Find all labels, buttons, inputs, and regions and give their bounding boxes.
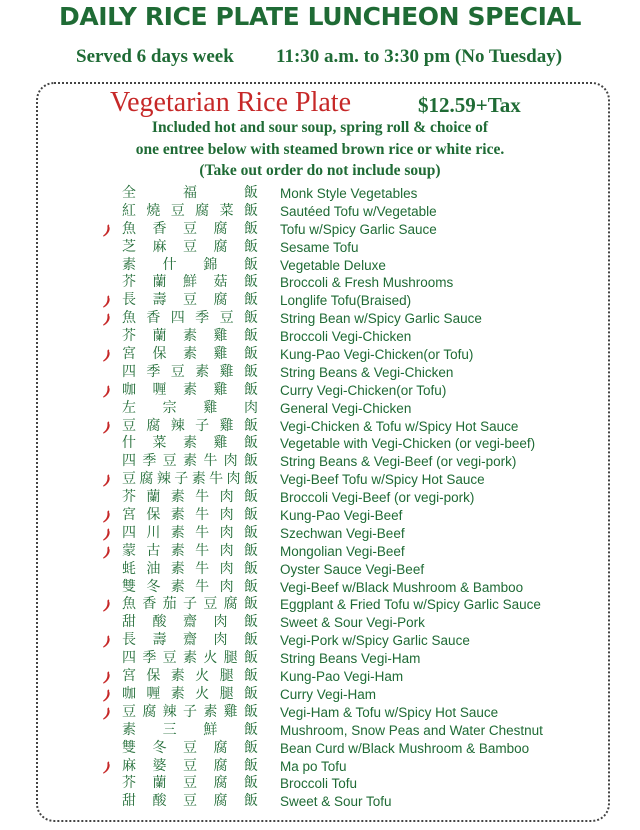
menu-item-english: Vegi-Beef Tofu w/Spicy Hot Sauce — [280, 472, 485, 488]
menu-item — [100, 740, 600, 758]
menu-item — [100, 274, 600, 292]
menu-item-chinese: 咖 喱 素 火 腿 飯 — [122, 685, 258, 702]
menu-item-chinese: 魚 香 豆 腐 飯 — [122, 220, 258, 237]
menu-item-chinese: 左 宗 雞 肉 — [122, 399, 258, 416]
menu-item — [100, 596, 600, 614]
menu-item-chinese: 宮 保 素 火 腿 飯 — [122, 668, 258, 685]
page-title: DAILY RICE PLATE LUNCHEON SPECIAL — [58, 2, 582, 31]
chili-pepper-icon — [100, 528, 112, 541]
menu-item-english: Sweet & Sour Tofu — [280, 794, 392, 810]
menu-item-english: Szechwan Vegi-Beef — [280, 525, 405, 541]
chili-pepper-icon — [100, 474, 112, 487]
menu-item-chinese: 魚 香 茄 子 豆 腐 飯 — [122, 596, 258, 613]
menu-item-english: Vegi-Ham & Tofu w/Spicy Hot Sauce — [280, 704, 499, 720]
menu-item-chinese: 豆 腐 辣 子 素 牛 肉 飯 — [122, 471, 258, 488]
menu-item-chinese: 蒙 古 素 牛 肉 飯 — [122, 542, 258, 559]
menu-item-chinese: 咖 喱 素 雞 飯 — [122, 381, 258, 398]
menu-item — [100, 704, 600, 722]
menu-item-english: String Beans & Vegi-Chicken — [280, 364, 454, 380]
menu-item — [100, 489, 600, 507]
menu-item-chinese: 宮 保 素 雞 飯 — [122, 346, 258, 363]
menu-item-english: Vegetable Deluxe — [280, 257, 386, 273]
menu-item — [100, 203, 600, 221]
menu-item-chinese: 素 什 錦 飯 — [122, 256, 258, 273]
menu-item-chinese: 麻 婆 豆 腐 飯 — [122, 757, 258, 774]
chili-pepper-icon — [100, 313, 112, 326]
menu-item-chinese: 豆 腐 辣 子 雞 飯 — [122, 417, 258, 434]
menu-item — [100, 775, 600, 793]
chili-pepper-icon — [100, 599, 112, 612]
menu-item — [100, 686, 600, 704]
menu-item — [100, 614, 600, 632]
chili-pepper-icon — [100, 546, 112, 559]
menu-item — [100, 382, 600, 400]
menu-item-chinese: 芥 蘭 素 牛 肉 飯 — [122, 489, 258, 506]
menu-item-english: Kung-Pao Vegi-Chicken(or Tofu) — [280, 347, 474, 363]
chili-pepper-icon — [100, 761, 112, 774]
menu-item-english: Longlife Tofu(Braised) — [280, 293, 412, 309]
menu-item-chinese: 四 季 豆 素 牛 肉 飯 — [122, 453, 258, 470]
menu-item-english: Mushroom, Snow Peas and Water Chestnut — [280, 722, 543, 738]
menu-item-chinese: 甜 酸 齋 肉 飯 — [122, 614, 258, 631]
chili-pepper-icon — [100, 421, 112, 434]
served-days: Served 6 days week — [76, 46, 234, 67]
served-hours: 11:30 a.m. to 3:30 pm (No Tuesday) — [276, 46, 563, 67]
menu-item — [100, 525, 600, 543]
menu-item — [100, 758, 600, 776]
chili-pepper-icon — [100, 635, 112, 648]
menu-item — [100, 418, 600, 436]
menu-item-english: String Beans & Vegi-Beef (or vegi-pork) — [280, 454, 517, 470]
menu-item-english: Vegi-Pork w/Spicy Garlic Sauce — [280, 633, 470, 649]
menu-item-english: Vegetable with Vegi-Chicken (or vegi-beef) — [280, 436, 536, 452]
chili-pepper-icon — [100, 510, 112, 523]
takeout-note: (Take out order do not include soup) — [199, 162, 441, 179]
menu-item-english: General Vegi-Chicken — [280, 400, 412, 416]
menu-item-chinese: 芥 蘭 素 雞 飯 — [122, 328, 258, 345]
menu-item — [100, 543, 600, 561]
menu-item-english: Curry Vegi-Chicken(or Tofu) — [280, 382, 447, 398]
menu-item — [100, 453, 600, 471]
menu-item — [100, 400, 600, 418]
menu-item-english: Bean Curd w/Black Mushroom & Bamboo — [280, 740, 530, 756]
chili-pepper-icon — [100, 349, 112, 362]
menu-item-chinese: 芥 蘭 豆 腐 飯 — [122, 775, 258, 792]
menu-item — [100, 185, 600, 203]
menu-item-chinese: 長 壽 齋 肉 飯 — [122, 632, 258, 649]
menu-item-chinese: 什 菜 素 雞 飯 — [122, 435, 258, 452]
chili-pepper-icon — [100, 689, 112, 702]
entree-list — [100, 185, 600, 811]
chili-pepper-icon — [100, 707, 112, 720]
menu-item-english: Monk Style Vegetables — [280, 186, 418, 201]
menu-item — [100, 364, 600, 382]
menu-item-english: Broccoli Vegi-Beef (or vegi-pork) — [280, 490, 475, 506]
menu-item — [100, 579, 600, 597]
menu-item-chinese: 豆 腐 辣 子 素 雞 飯 — [122, 703, 258, 720]
plate-name: Vegetarian Rice Plate — [110, 87, 352, 118]
menu-item-english: Curry Vegi-Ham — [280, 686, 377, 702]
menu-item — [100, 221, 600, 239]
menu-item-chinese: 芝 麻 豆 腐 飯 — [122, 238, 258, 255]
menu-item — [100, 435, 600, 453]
menu-item — [100, 632, 600, 650]
menu-item-english: String Beans Vegi-Ham — [280, 651, 421, 667]
menu-item — [100, 650, 600, 668]
menu-item — [100, 257, 600, 275]
menu-item-chinese: 四 季 豆 素 火 腿 飯 — [122, 650, 258, 667]
menu-item-english: Sautéed Tofu w/Vegetable — [280, 203, 437, 219]
menu-item-chinese: 芥 蘭 鮮 菇 飯 — [122, 274, 258, 291]
menu-item — [100, 561, 600, 579]
chili-pepper-icon — [100, 385, 112, 398]
menu-item-english: Oyster Sauce Vegi-Beef — [280, 561, 425, 577]
menu-item — [100, 722, 600, 740]
menu-item — [100, 793, 600, 811]
menu-item-english: Broccoli Vegi-Chicken — [280, 329, 412, 345]
menu-item-english: Vegi-Beef w/Black Mushroom & Bamboo — [280, 579, 524, 595]
menu-item-english: Eggplant & Fried Tofu w/Spicy Garlic Sauce — [280, 597, 541, 613]
plate-description-line-2: one entree below with steamed brown rice or white rice. — [135, 141, 505, 158]
menu-item-english: Tofu w/Spicy Garlic Sauce — [280, 221, 437, 237]
menu-item-chinese: 長 壽 豆 腐 飯 — [122, 292, 258, 309]
chili-pepper-icon — [100, 671, 112, 684]
menu-item-english: Sesame Tofu — [280, 239, 359, 255]
menu-item-chinese: 蚝 油 素 牛 肉 飯 — [122, 560, 258, 577]
menu-item-english: Ma po Tofu — [280, 758, 347, 774]
menu-item-chinese: 素 三 鮮 飯 — [122, 721, 258, 738]
menu-item — [100, 346, 600, 364]
menu-item — [100, 328, 600, 346]
menu-item-chinese: 宮 保 素 牛 肉 飯 — [122, 507, 258, 524]
menu-item-chinese: 全 福 飯 — [122, 185, 258, 201]
menu-item-english: Kung-Pao Vegi-Beef — [280, 508, 403, 524]
menu-item — [100, 668, 600, 686]
menu-item-chinese: 魚 香 四 季 豆 飯 — [122, 310, 258, 327]
menu-item — [100, 471, 600, 489]
menu-item-english: String Bean w/Spicy Garlic Sauce — [280, 311, 482, 327]
plate-description-line-1: Included hot and sour soup, spring roll & choice of — [151, 119, 489, 136]
plate-price: $12.59+Tax — [418, 93, 521, 117]
menu-item-chinese: 四 川 素 牛 肉 飯 — [122, 524, 258, 541]
menu-item-chinese: 雙 冬 素 牛 肉 飯 — [122, 578, 258, 595]
menu-item-chinese: 紅 燒 豆 腐 菜 飯 — [122, 202, 258, 219]
menu-item-english: Broccoli & Fresh Mushrooms — [280, 275, 454, 291]
chili-pepper-icon — [100, 224, 112, 237]
menu-item — [100, 239, 600, 257]
menu-item — [100, 292, 600, 310]
menu-item-english: Sweet & Sour Vegi-Pork — [280, 615, 425, 631]
menu-item-english: Mongolian Vegi-Beef — [280, 543, 405, 559]
menu-item-chinese: 雙 冬 豆 腐 飯 — [122, 739, 258, 756]
menu-item-english: Vegi-Chicken & Tofu w/Spicy Hot Sauce — [280, 418, 519, 434]
menu-item — [100, 507, 600, 525]
menu-item-chinese: 四 季 豆 素 雞 飯 — [122, 363, 258, 380]
menu-item-chinese: 甜 酸 豆 腐 飯 — [122, 793, 258, 810]
menu-item — [100, 310, 600, 328]
chili-pepper-icon — [100, 295, 112, 308]
menu-item-english: Broccoli Tofu — [280, 776, 358, 792]
menu-item-english: Kung-Pao Vegi-Ham — [280, 669, 404, 685]
